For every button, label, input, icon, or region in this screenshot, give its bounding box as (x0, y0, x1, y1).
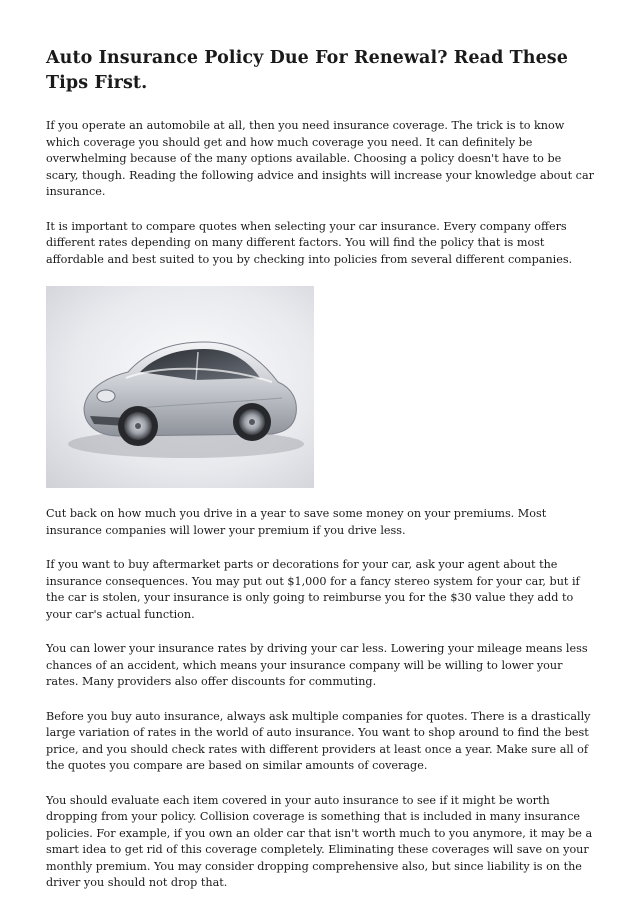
page-title: Auto Insurance Policy Due For Renewal? Read These Tips First. (46, 48, 568, 93)
car-headlight (97, 390, 115, 402)
document-page (46, 46, 596, 910)
paragraph-aftermarket-parts: If you want to buy aftermarket parts or decorations for your car, ask your agent about the insurance consequences. You may put out $1,000 for a fancy stereo system for your car, but if the car is stolen, your insurance is only going to reimburse you for the $30 value they add to your car's actual function. (46, 558, 580, 621)
paragraph-drive-less: Cut back on how much you drive in a year to save some money on your premiums. Most insurance companies will lower your premium if you drive less. (46, 507, 547, 537)
paragraph-multiple-quotes: Before you buy auto insurance, always ask multiple companies for quotes. There is a drastically large variation of rates in the world of auto insurance. You want to shop around to find the best price, and you should check rates with different providers at least once a year. Make sure all of the quotes you compare are based on similar amounts of coverage. (46, 709, 591, 772)
paragraph-intro: If you operate an automobile at all, then you need insurance coverage. The trick is to know which coverage you should get and how much coverage you need. It can definitely be overwhelming because of the many options available. Choosing a policy doesn't have to be scary, though. Reading the following advice and insights will increase your knowledge about car insurance. (46, 119, 594, 198)
paragraph-evaluate-coverage: You should evaluate each item covered in your auto insurance to see if it might be worth dropping from your policy. Collision coverage is something that is included in many insurance policies. For example, if you own an older car that isn't worth much to you anymore, it may be a smart idea to get rid of this coverage completely. Eliminating these coverages will save on your monthly premium. You may consider dropping comprehensive also, but since liability is on the driver you should not drop that. (46, 793, 593, 889)
silver-sports-car-photo (46, 286, 314, 488)
paragraph-compare-quotes: It is important to compare quotes when selecting your car insurance. Every company offers different rates depending on many different factors. You will find the policy that is most affordable and best suited to you by checking into policies from several different companies. (46, 219, 573, 266)
paragraph-lower-mileage: You can lower your insurance rates by driving your car less. Lowering your mileage means less chances of an accident, which means your insurance company will be willing to lower your rates. Many providers also offer discounts for commuting. (46, 642, 588, 688)
